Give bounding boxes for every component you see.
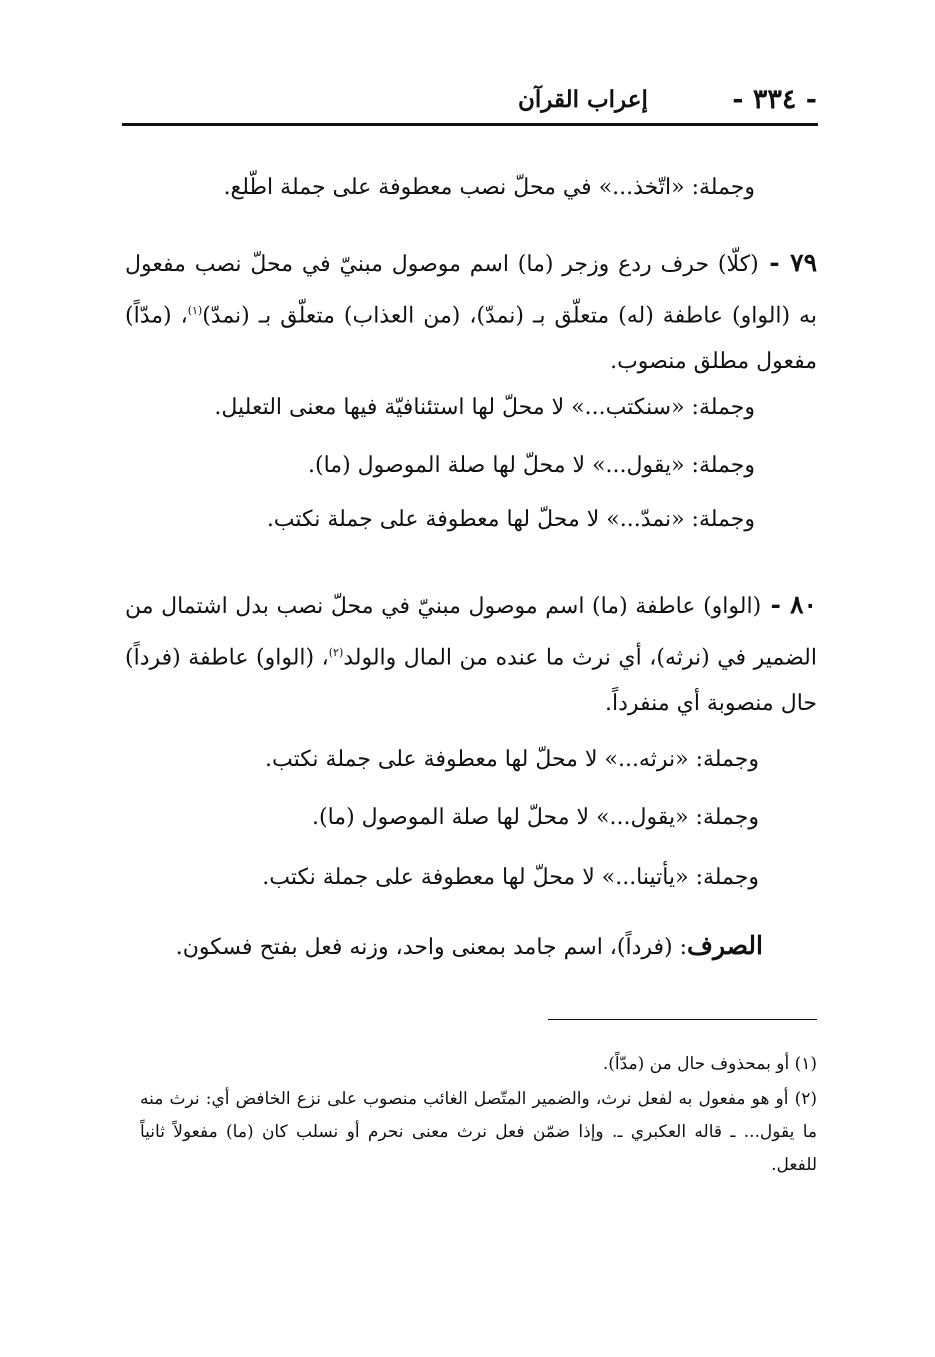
page-number: - ٣٣٤ - (732, 84, 817, 115)
verse-80-text: (الواو) عاطفة (ما) اسم موصول مبنيّ في محلّ نصب بدل اشتمال من الضمير في (نرثه)، أي نرث ما عنده من المال والولد (125, 594, 817, 671)
intro-sentence: وجملة: «اتّخذ...» في محلّ نصب معطوفة على جملة اطّلع. (223, 175, 755, 200)
verse-79-sentence-3: وجملة: «نمدّ...» لا محلّ لها معطوفة على جملة نكتب. (266, 507, 755, 532)
running-title: إعراب القرآن (518, 86, 648, 113)
footnote-1: (١) أو بمحذوف حال من (مدّاً). (602, 1054, 817, 1074)
header-rule (122, 123, 818, 126)
verse-79-sentence-1: وجملة: «سنكتب...» لا محلّ لها استئنافيّة فيها معنى التعليل. (214, 395, 755, 420)
verse-79-text-end: ، (مدّاً) مفعول مطلق منصوب. (125, 303, 817, 375)
verse-80-text-end: ، (الواو) عاطفة (فرداً) حال منصوبة أي منفرداً. (125, 645, 817, 717)
verse-79-sentence-2: وجملة: «يقول...» لا محلّ لها صلة الموصول (ما). (308, 453, 755, 478)
verse-79-paragraph (125, 240, 817, 385)
footnote-2: (٢) أو هو مفعول به لفعل نرث، والضمير المتّصل الغائب منصوب على نزع الخافض أي: نرث منه ما يقول... ـ قاله العكبري ـ. وإذا ضمّن فعل نرث معنى نحرم أو نسلب كان (ما) مفعولاً ثانياً للفعل. (140, 1089, 817, 1175)
sarf-paragraph (176, 926, 763, 968)
sarf-label: الصرف (687, 931, 763, 960)
verse-80-paragraph (125, 582, 817, 727)
footnote-separator (548, 1019, 817, 1020)
verse-80-sentence-2: وجملة: «يقول...» لا محلّ لها صلة الموصول (ما). (312, 805, 759, 830)
verse-80-number: ٨٠ (790, 590, 817, 619)
verse-79-number: ٧٩ (790, 248, 817, 277)
footnote-ref-2: (٢) (328, 646, 344, 659)
verse-79-dash: - (758, 248, 791, 277)
verse-80-dash: - (761, 590, 791, 619)
sarf-text: : (فرداً)، اسم جامد بمعنى واحد، وزنه فعل بفتح فسكون. (175, 935, 688, 960)
page-header (122, 78, 817, 120)
verse-80-sentence-1: وجملة: «نرثه...» لا محلّ لها معطوفة على جملة نكتب. (265, 747, 759, 772)
verse-80-sentence-3: وجملة: «يأتينا...» لا محلّ لها معطوفة على جملة نكتب. (262, 865, 759, 890)
footnote-ref-1: (١) (187, 304, 203, 317)
verse-79-text: (كلّا) حرف ردع وزجر (ما) اسم موصول مبنيّ في محلّ نصب مفعول به (الواو) عاطفة (له) متعلّق بـ (نمدّ)، (من العذاب) متعلّق بـ (نمدّ) (125, 252, 817, 329)
